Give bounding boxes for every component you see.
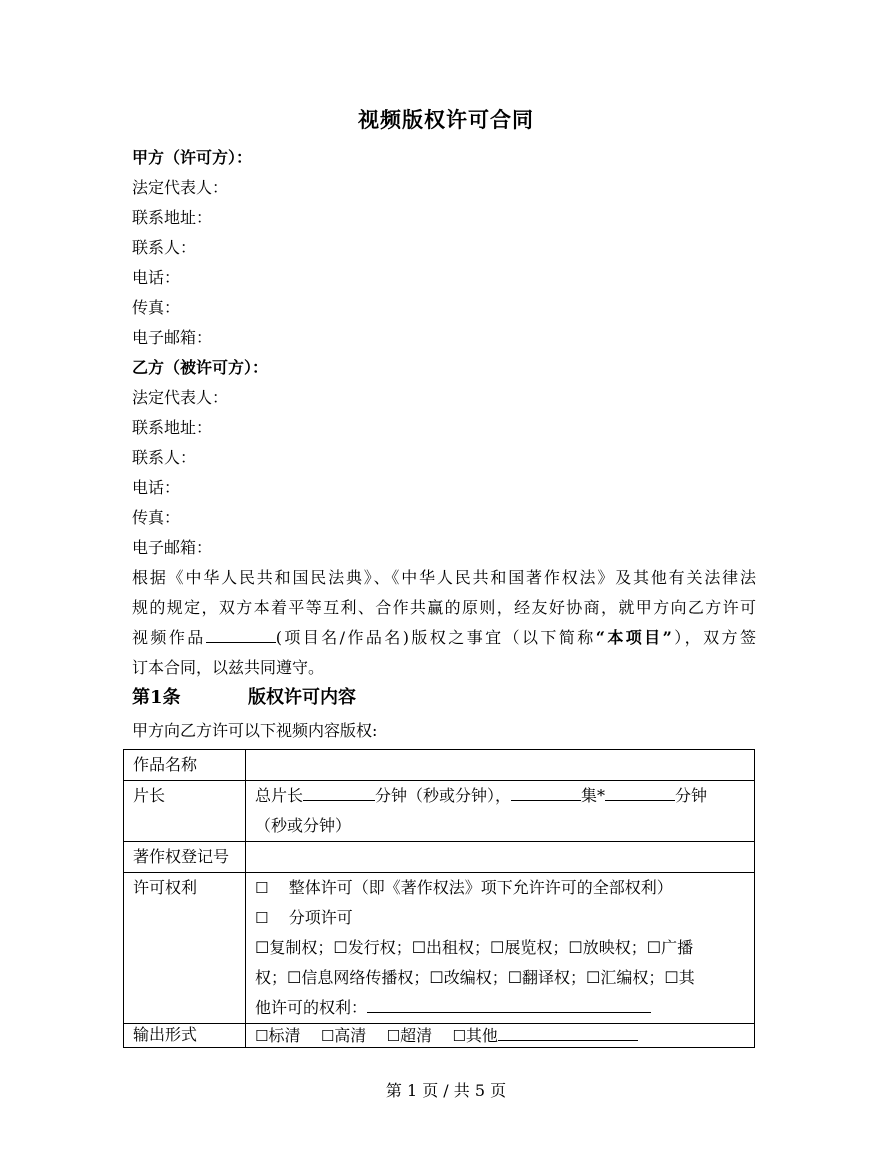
preamble-line: 订本合同，以兹共同遵守。	[132, 658, 325, 677]
option-label: 分项许可	[288, 908, 353, 927]
row-label: 著作权登记号	[124, 842, 246, 873]
license-table	[123, 749, 755, 1048]
document-title: 视频版权许可合同	[358, 107, 534, 132]
option-label: 整体许可（即《著作权法》项下允许许可的全部权利）	[288, 878, 673, 897]
article-title: 版权许可内容	[248, 687, 356, 708]
format-options	[255, 1024, 746, 1047]
party-a-field: 电话：	[132, 268, 181, 287]
project-term: “本项目”	[595, 628, 672, 647]
checkbox-icon[interactable]: ☐	[386, 1027, 401, 1045]
row-value	[246, 781, 755, 842]
duration-text: 分钟	[675, 786, 708, 805]
format-label: 超清	[400, 1026, 433, 1045]
other-rights-blank	[367, 996, 651, 1013]
row-value	[246, 842, 755, 873]
checkbox-icon[interactable]: ☐	[452, 1027, 466, 1045]
episode-minutes-blank	[605, 784, 675, 801]
format-label: 标清	[268, 1026, 301, 1045]
table-row	[124, 842, 755, 873]
rights-list-line: ☐复制权；☐发行权；☐出租权；☐展览权；☐放映权；☐广播	[255, 938, 694, 957]
license-option[interactable]	[255, 873, 746, 903]
party-a-field: 联系人：	[132, 238, 197, 257]
party-b-field: 联系地址：	[132, 418, 213, 437]
preamble-line: 根据《中华人民共和国民法典》、《中华人民共和国著作权法》及其他有关法律法	[132, 568, 756, 587]
preamble-text: (项目名/作品名)版权之事宜（以下简称	[275, 628, 596, 647]
party-b-heading: 乙方（被许可方）：	[132, 358, 269, 377]
rights-list-line: 权；☐信息网络传播权；☐改编权；☐翻译权；☐汇编权；☐其	[255, 968, 695, 987]
party-a-heading: 甲方（许可方）：	[132, 148, 253, 167]
row-value	[246, 873, 755, 1024]
duration-text: 集*	[581, 786, 606, 805]
total-minutes-blank	[303, 784, 375, 801]
party-b-field: 法定代表人：	[132, 388, 229, 407]
preamble-line	[132, 623, 756, 653]
row-label: 许可权利	[124, 873, 246, 1024]
duration-line	[255, 781, 746, 811]
row-label: 作品名称	[124, 750, 246, 781]
table-row	[124, 750, 755, 781]
checkbox-icon[interactable]: ☐	[320, 1027, 335, 1045]
row-label: 片长	[124, 781, 246, 842]
preamble-text: ），双方签	[671, 628, 756, 647]
other-rights-label: 他许可的权利：	[255, 998, 368, 1017]
duration-text: 总片长	[255, 786, 304, 805]
checkbox-icon[interactable]: ☐	[255, 1027, 269, 1045]
preamble-line: 规的规定，双方本着平等互利、合作共赢的原则，经友好协商，就甲方向乙方许可	[132, 598, 756, 617]
other-format-blank	[498, 1024, 638, 1041]
row-value	[246, 1024, 755, 1048]
project-name-blank	[206, 626, 276, 643]
rights-list-line	[255, 993, 746, 1023]
party-b-field: 传真：	[132, 508, 181, 527]
party-b-field: 电子邮箱：	[132, 538, 213, 557]
duration-line: （秒或分钟）	[255, 816, 352, 835]
party-a-field: 电子邮箱：	[132, 328, 213, 347]
license-option[interactable]	[255, 903, 746, 933]
party-b-field: 联系人：	[132, 448, 197, 467]
checkbox-icon[interactable]: ☐	[255, 909, 269, 927]
checkbox-icon[interactable]: ☐	[255, 879, 269, 897]
article-number: 第1条	[132, 687, 181, 708]
party-b-field: 电话：	[132, 478, 181, 497]
table-row	[124, 781, 755, 842]
episode-count-blank	[511, 784, 581, 801]
party-a-field: 联系地址：	[132, 208, 213, 227]
article-1-heading	[132, 683, 356, 713]
party-a-field: 法定代表人：	[132, 178, 229, 197]
row-value	[246, 750, 755, 781]
preamble-text: 视频作品	[132, 628, 206, 647]
row-label: 输出形式	[124, 1024, 246, 1048]
article-1-intro: 甲方向乙方许可以下视频内容版权:	[132, 721, 378, 740]
page-footer: 第 1 页 / 共 5 页	[385, 1081, 507, 1100]
party-a-field: 传真：	[132, 298, 181, 317]
preamble-paragraph	[132, 563, 756, 683]
table-row	[124, 873, 755, 1024]
format-label: 其他	[465, 1026, 498, 1045]
duration-text: 分钟（秒或分钟），	[375, 786, 512, 805]
format-label: 高清	[334, 1026, 367, 1045]
table-row	[124, 1024, 755, 1048]
